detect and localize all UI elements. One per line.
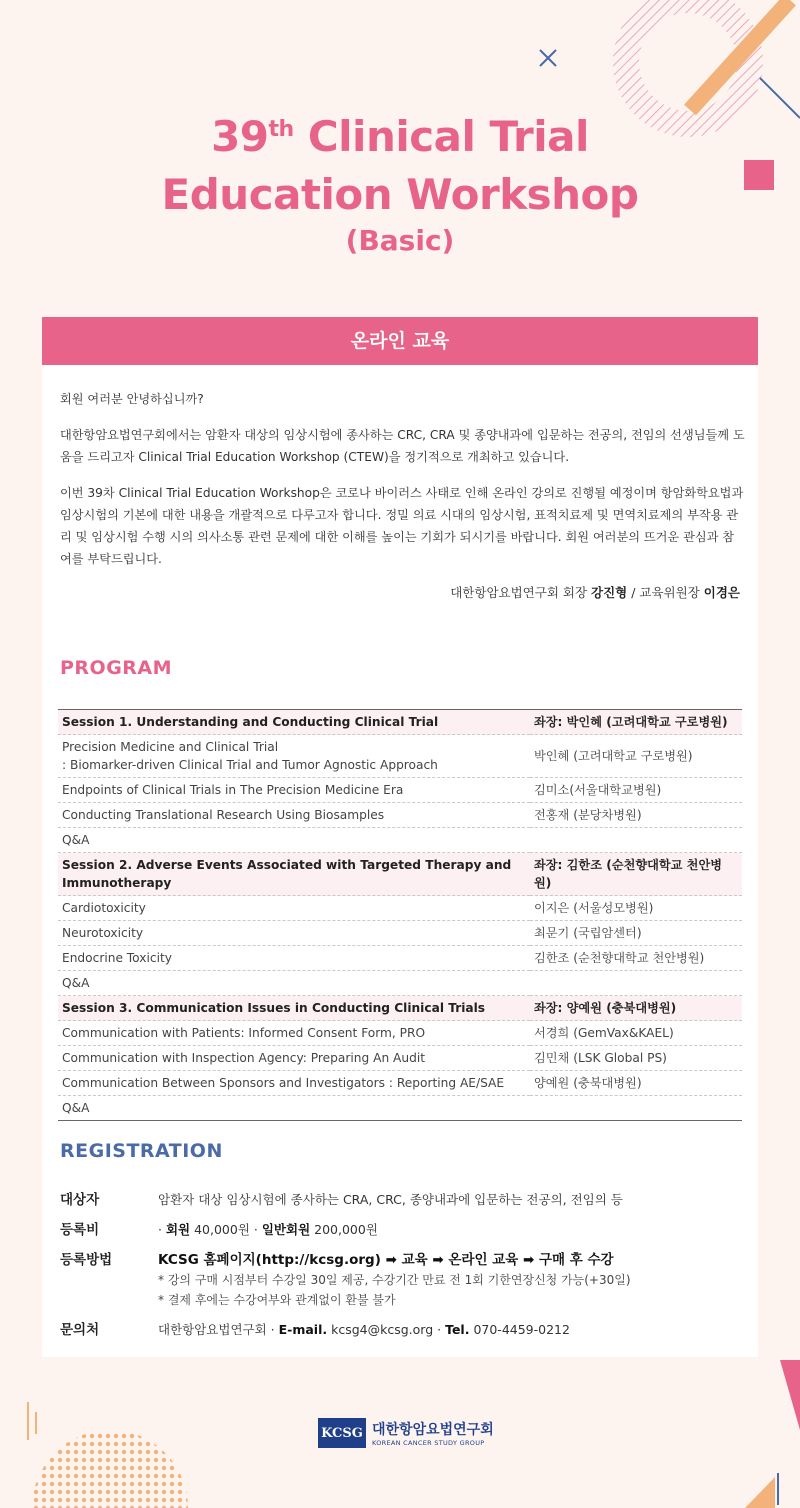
topic-cell: Q&A bbox=[58, 828, 530, 853]
topic-cell: Session 1. Understanding and Conducting Clinical Trial bbox=[58, 710, 530, 735]
bottom-right-decoration bbox=[740, 1355, 800, 1508]
topic-cell: Endocrine Toxicity bbox=[58, 946, 530, 971]
table-row bbox=[58, 946, 742, 971]
speaker-cell: 좌장: 양예원 (충북대병원) bbox=[530, 996, 742, 1021]
speaker-cell bbox=[530, 971, 742, 996]
kcsg-logo-mark: KCSG bbox=[318, 1418, 366, 1448]
bottom-left-decoration bbox=[0, 1400, 200, 1508]
speaker-cell bbox=[530, 828, 742, 853]
speaker-cell: 박인혜 (고려대학교 구로병원) bbox=[530, 735, 742, 778]
table-row bbox=[58, 896, 742, 921]
table-row bbox=[58, 971, 742, 996]
speaker-cell: 최문기 (국립암센터) bbox=[530, 921, 742, 946]
registration-heading: REGISTRATION bbox=[60, 1140, 223, 1162]
table-row bbox=[58, 921, 742, 946]
table-row bbox=[58, 1021, 742, 1046]
session-row bbox=[58, 853, 742, 896]
speaker-cell: 좌장: 박인혜 (고려대학교 구로병원) bbox=[530, 710, 742, 735]
speaker-cell: 서경희 (GemVax&KAEL) bbox=[530, 1021, 742, 1046]
table-row bbox=[58, 735, 742, 778]
topic-cell: Conducting Translational Research Using Biosamples bbox=[58, 803, 530, 828]
intro-greeting: 회원 여러분 안녕하십니까? bbox=[60, 392, 204, 406]
topic-cell: Session 2. Adverse Events Associated with Targeted Therapy and Immunotherapy bbox=[58, 853, 530, 896]
topic-cell: Endpoints of Clinical Trials in The Precision Medicine Era bbox=[58, 778, 530, 803]
program-table bbox=[58, 709, 742, 1121]
fee-row: 등록비 · 회원 40,000원 · 일반회원 200,000원 bbox=[60, 1222, 378, 1238]
speaker-cell: 김한조 (순천향대학교 천안병원) bbox=[530, 946, 742, 971]
workshop-title-line3: (Basic) bbox=[345, 224, 455, 257]
workshop-title-line2: Education Workshop bbox=[161, 170, 639, 219]
speaker-cell: 김민채 (LSK Global PS) bbox=[530, 1046, 742, 1071]
topic-cell: Precision Medicine and Clinical Trial : Biomarker-driven Clinical Trial and Tumor Agnostic Approach bbox=[58, 735, 530, 778]
method-row: 등록방법 KCSG 홈페이지(http://kcsg.org) ➡ 교육 ➡ 온라인 교육 ➡ 구매 후 수강 * 강의 구매 시점부터 수강일 30일 제공, 수강기간 만료 전 1회 기한연장신청 가능(+30일) * 결제 후에는 수강여부와 관계없이 환불 불가 bbox=[60, 1252, 631, 1307]
speaker-cell: 양예원 (충북대병원) bbox=[530, 1071, 742, 1096]
intro-paragraph-1: 대한항암요법연구회에서는 암환자 대상의 임상시험에 종사하는 CRC, CRA 및 종양내과에 입문하는 전공의, 전임의 선생님들께 도움을 드리고자 Clinical Trial Education Workshop (CTEW)을 정기적으로 개최하고 있습니다. bbox=[60, 428, 745, 464]
table-row bbox=[58, 1071, 742, 1096]
topic-cell: Session 3. Communication Issues in Conducting Clinical Trials bbox=[58, 996, 530, 1021]
signature: 대한항암요법연구회 회장 강진형 / 교육위원장 이경은 bbox=[450, 585, 740, 600]
table-row bbox=[58, 1096, 742, 1121]
topic-cell: Communication with Inspection Agency: Preparing An Audit bbox=[58, 1046, 530, 1071]
kcsg-logo bbox=[318, 1418, 494, 1448]
topic-cell: Cardiotoxicity bbox=[58, 896, 530, 921]
speaker-cell bbox=[530, 1096, 742, 1121]
topic-cell: Communication Between Sponsors and Investigators : Reporting AE/SAE bbox=[58, 1071, 530, 1096]
topic-cell: Q&A bbox=[58, 971, 530, 996]
session-row bbox=[58, 710, 742, 735]
topic-cell: Neurotoxicity bbox=[58, 921, 530, 946]
session-row bbox=[58, 996, 742, 1021]
program-heading: PROGRAM bbox=[60, 657, 173, 679]
table-row bbox=[58, 803, 742, 828]
online-education-banner: 온라인 교육 bbox=[42, 317, 758, 365]
intro-text bbox=[60, 388, 745, 584]
topic-cell: Communication with Patients: Informed Consent Form, PRO bbox=[58, 1021, 530, 1046]
target-row: 대상자 암환자 대상 임상시험에 종사하는 CRA, CRC, 종양내과에 입문하는 전공의, 전임의 등 bbox=[60, 1192, 623, 1208]
logo-english-name: KOREAN CANCER STUDY GROUP bbox=[372, 1439, 485, 1447]
method-steps: KCSG 홈페이지(http://kcsg.org) ➡ 교육 ➡ 온라인 교육 ➡ 구매 후 수강 bbox=[158, 1252, 614, 1268]
speaker-cell: 좌장: 김한조 (순천향대학교 천안병원) bbox=[530, 853, 742, 896]
intro-paragraph-2: 이번 39차 Clinical Trial Education Workshop은 코로나 바이러스 사태로 인해 온라인 강의로 진행될 예정이며 항암화학요법과 임상시험의 기본에 대한 내용을 개괄적으로 다루고자 합니다. 정밀 의료 시대의 임상시험, 표적치료제 및 면역치료제의 부작용 관리 및 임상시험 수행 시의 의사소통 관련 문제에 대한 이해를 높이는 기회가 되시기를 바랍니다. 회원 여러분의 뜨거운 관심과 참여를 부탁드립니다. bbox=[60, 486, 744, 566]
logo-korean-name: 대한항암요법연구회 bbox=[372, 1422, 494, 1438]
table-row bbox=[58, 828, 742, 853]
registration-info bbox=[60, 1190, 750, 1350]
email-link[interactable]: kcsg4@kcsg.org bbox=[331, 1322, 434, 1337]
table-row bbox=[58, 778, 742, 803]
contact-row: 문의처 대한항암요법연구회 · E-mail. kcsg4@kcsg.org · Tel. 070-4459-0212 bbox=[60, 1322, 570, 1338]
speaker-cell: 이지은 (서울성모병원) bbox=[530, 896, 742, 921]
topic-cell: Q&A bbox=[58, 1096, 530, 1121]
workshop-title-line1: 39th Clinical Trial bbox=[211, 112, 589, 161]
table-row bbox=[58, 1046, 742, 1071]
speaker-cell: 전홍재 (분당차병원) bbox=[530, 803, 742, 828]
speaker-cell: 김미소(서울대학교병원) bbox=[530, 778, 742, 803]
